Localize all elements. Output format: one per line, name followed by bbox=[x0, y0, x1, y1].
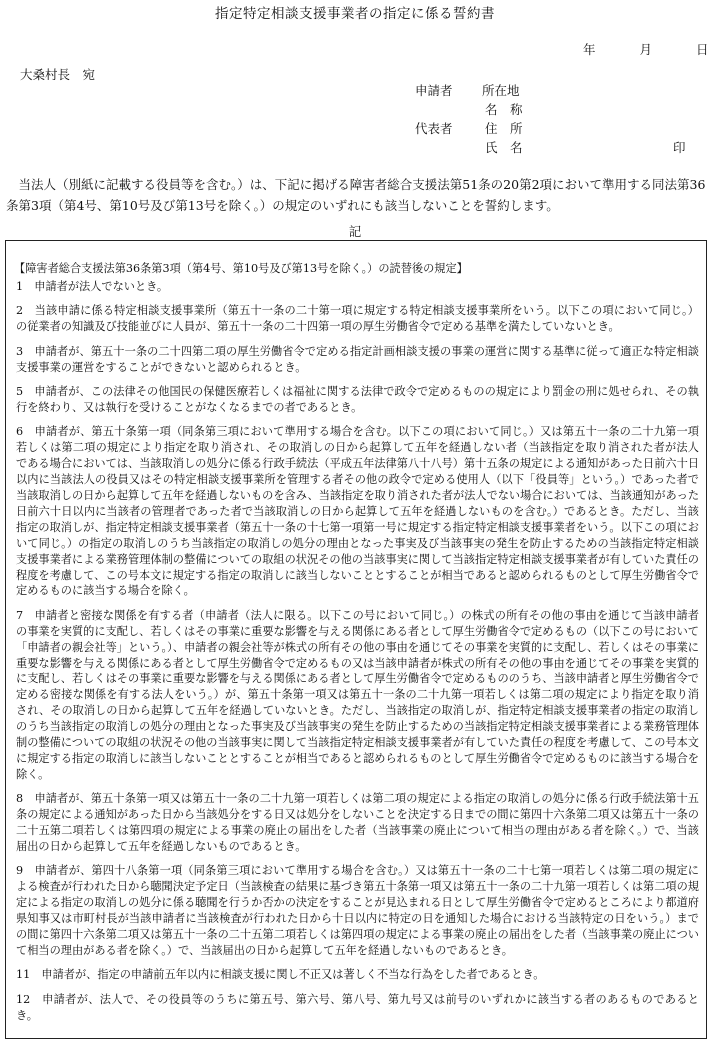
provisions-list bbox=[6, 279, 706, 1032]
date-month: 月 bbox=[639, 42, 653, 57]
provision-item-5: 5 申請者が、この法律その他国民の保健医療若しくは福祉に関する法律で政令で定めるものの規定により罰金の刑に処せられ、その執行を終わり、又は執行を受けることがなくなるまでの者であるとき。 bbox=[16, 385, 699, 414]
document-title: 指定特定相談支援事業者の指定に係る誓約書 bbox=[215, 6, 495, 22]
provision-item-9: 9 申請者が、第四十八条第一項（同条第三項において準用する場合を含む。）又は第五十一条の二十七第一項若しくは第二項の規定による検査が行われた日から聴聞決定予定日（当該検査の結果に基づき第五十条第一項又は第五十一条の二十九第一項若しくは第二項の規定による指定の取消しの処分に係る聴聞を行うか否かの決定をすることが見込まれる日として厚生労働省令で定めるところにより都道府県知事又は市町村長が当該申請者に当該検査が行われた日から十日以内に特定の日を通知した場合における当該特定の日をいう。）までの間に第四十六条第二項又は第五十一条の二十五第二項若しくは第四項の規定による事業の廃止の届出をした者（当該事業の廃止について相当の理由がある者を除く。）で、当該届出の日から起算して五年を経過しないものであるとき。 bbox=[16, 864, 699, 957]
addressee: 大桑村長 宛 bbox=[20, 67, 96, 82]
person-name-label: 氏 名 bbox=[485, 140, 523, 155]
date-day: 日 bbox=[696, 42, 709, 57]
provision-item-12: 12 申請者が、法人で、その役員等のうちに第五号、第六号、第八号、第九号又は前号のいずれかに該当する者のあるものであるとき。 bbox=[16, 992, 699, 1022]
representative-label: 代表者 bbox=[415, 121, 453, 136]
pledge-statement: 当法人（別紙に記載する役員等を含む。）は、下記に掲げる障害者総合支援法第51条の20第2項において準用する同法第36条第3項（第4号、第10号及び第13号を除く。）の規定のいずれにも該当しないことを誓約します。 bbox=[6, 177, 706, 213]
provision-item-11: 11 申請者が、指定の申請前五年以内に相談支援に関し不正又は著しく不当な行為をした者であるとき。 bbox=[16, 968, 545, 982]
provision-item-7: 7 申請者と密接な関係を有する者（申請者（法人に限る。以下この号において同じ。）の株式の所有その他の事由を通じて当該申請者の事業を実質的に支配し、若しくはその事業に重要な影響を与える関係にある者として厚生労働省令で定めるもの（以下この号において「申請者の親会社等」という。）、申請者の親会社等が株式の所有その他の事由を通じてその事業を実質的に支配し、若しくはその事業に重要な影響を与える関係にある者として厚生労働省令で定めるもの又は当該申請者が株式の所有その他の事由を通じてその事業を実質的に支配し、若しくはその事業に重要な影響を与える関係にある者として厚生労働省令で定めるもののうち、当該申請者と厚生労働省令で定める密接な関係を有する法人をいう。）が、第五十条第一項又は第五十一条の二十九第一項若しくは第二項の規定により指定を取り消され、その取消しの日から起算して五年を経過していないとき。ただし、当該指定の取消しが、指定特定相談支援事業者の指定の取消しのうち当該指定の取消しの処分の理由となった事実及び当該事実の発生を防止するための当該指定特定相談支援事業者による業務管理体制の整備についての取組の状況その他の当該事実に関して当該指定特定相談支援事業者が有していた責任の程度を考慮して、この号本文に規定する指定の取消しに該当しないこととすることが相当であると認められるものとして厚生労働省令で定めるものに該当する場合を除く。 bbox=[16, 608, 699, 781]
provision-item-6: 6 申請者が、第五十条第一項（同条第三項において準用する場合を含む。以下この項において同じ。）又は第五十一条の二十九第一項若しくは第二項の規定により指定を取り消され、その取消しの日から起算して五年を経過しない者（当該指定を取り消された者が法人である場合においては、当該取消しの処分に係る行政手続法（平成五年法律第八十八号）第十五条の規定による通知があった日前六十日以内に当該法人の役員又はその特定相談支援事業所を管理する者その他の政令で定める使用人（以下「役員等」という。）であった者で当該取消しの日から起算して五年を経過しないものを含み、当該指定を取り消された者が法人でない場合においては、当該通知があった日前六十日以内に当該者の管理者であった者で当該取消しの日から起算して五年を経過しないものを含む。）であるとき。ただし、当該指定の取消しが、指定特定相談支援事業者（第五十一条の十七第一項第一号に規定する指定特定相談支援事業者をいう。以下この項において同じ。）の指定の取消しのうち当該指定の取消しの処分の理由となった事実及び当該事実の発生を防止するための当該指定特定相談支援事業者による業務管理体制の整備についての取組の状況その他の当該事実に関して当該指定特定相談支援事業者が有していた責任の程度を考慮して、この号本文に規定する指定の取消しに該当しないこととすることが相当であると認められるものとして厚生労働省令で定めるものに該当する場合を除く。 bbox=[16, 425, 700, 598]
applicant-label: 申請者 bbox=[415, 83, 453, 98]
seal-mark: 印 bbox=[673, 140, 686, 155]
provision-item-3: 3 申請者が、第五十一条の二十四第二項の厚生労働省令で定める指定計画相談支援の事業の運営に関する基準に従って適正な特定相談支援事業の運営をすることができないと認められるとき。 bbox=[16, 344, 699, 374]
provision-item-8: 8 申請者が、第五十条第一項又は第五十一条の二十九第一項若しくは第二項の規定による指定の取消しの処分に係る行政手続法第十五条の規定による通知があった日から当該処分をする日又は処分をしないことを決定する日までの間に第四十六条第二項又は第五十一条の二十五第二項若しくは第四項の規定による事業の廃止の届出をした者（当該事業の廃止について相当の理由がある者を除く。）で、当該届出の日から起算して五年を経過しないものであるとき。 bbox=[16, 792, 699, 853]
provision-item-2: 2 当該申請に係る特定相談支援事業所（第五十一条の二十第一項に規定する特定相談支援事業所をいう。以下この項において同じ。）の従業者の知識及び技能並びに人員が、第五十一条の二十四第一項の厚生労働省令で定める基準を満たしていないとき。 bbox=[16, 304, 699, 334]
provisions-header: 【障害者総合支援法第36条第3項（第4号、第10号及び第13号を除く。）の読替後の規定】 bbox=[14, 262, 468, 275]
date-year: 年 bbox=[583, 42, 596, 57]
ki-heading: 記 bbox=[348, 224, 362, 239]
date-line bbox=[583, 40, 709, 58]
provisions-box bbox=[5, 240, 707, 1039]
organization-name-label: 名 称 bbox=[485, 102, 523, 117]
residence-label: 住 所 bbox=[485, 121, 523, 136]
address-label: 所在地 bbox=[482, 83, 520, 98]
provision-item-1: 1 申請者が法人でないとき。 bbox=[16, 280, 169, 293]
